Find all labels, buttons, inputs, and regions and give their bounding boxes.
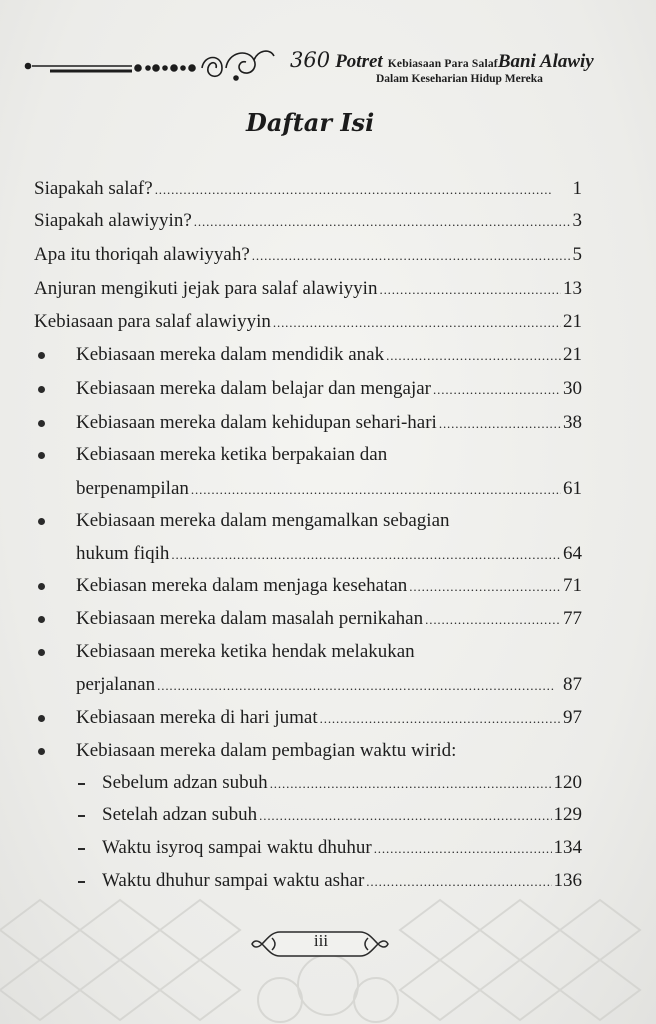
toc-entry-page: 97: [563, 707, 582, 728]
toc-entry-title: Siapakah salaf?: [34, 178, 153, 199]
toc-entry-title: Kebiasaan para salaf alawiyyin: [34, 311, 271, 332]
toc-entry-title: Siapakah alawiyyin?: [34, 210, 192, 231]
dash-icon: [78, 815, 85, 817]
toc-entry-page: 64: [563, 543, 582, 564]
dot-leader: [252, 244, 571, 266]
dot-leader: [409, 575, 561, 597]
toc-entry-page: 38: [563, 412, 582, 433]
title-script-bani-alawiy: Bani Alawiy: [497, 51, 594, 72]
toc-entry[interactable]: [102, 870, 582, 896]
toc-entry-title: Waktu dhuhur sampai waktu ashar: [102, 870, 365, 891]
toc-entry-title-line1: Kebiasaan mereka ketika berpakaian dan: [76, 444, 388, 465]
dot-leader: [259, 804, 551, 826]
toc-entry-page: 71: [563, 575, 582, 596]
toc-entry[interactable]: [34, 278, 582, 304]
toc-entry-title: Kebiasaan mereka dalam mendidik anak: [76, 344, 385, 365]
toc-entry-title: hukum fiqih: [76, 543, 170, 564]
bullet-icon: [38, 420, 45, 427]
title-small-text: Kebiasaan Para Salaf: [387, 58, 498, 70]
dot-leader: [379, 278, 561, 300]
toc-entry-title-line1: Kebiasaan mereka dalam mengamalkan sebagian: [76, 510, 450, 531]
toc-entry[interactable]: [76, 575, 582, 601]
toc-entry-title: Apa itu thoriqah alawiyyah?: [34, 244, 250, 265]
toc-entry-title: Kebiasan mereka dalam menjaga kesehatan: [76, 575, 408, 596]
dot-leader: [439, 412, 561, 434]
toc-entry-page: 134: [553, 837, 582, 858]
dot-leader: [374, 837, 552, 859]
toc-entry-page: 21: [563, 311, 582, 332]
toc-entry-title: Waktu isyroq sampai waktu dhuhur: [102, 837, 372, 858]
toc-entry-page: 61: [563, 478, 582, 499]
bullet-icon: [38, 518, 45, 525]
toc-entry-title-line1: Kebiasaan mereka dalam pembagian waktu wirid:: [76, 740, 457, 761]
toc-entry[interactable]: [102, 772, 582, 798]
toc-heading: Daftar Isi: [246, 108, 375, 137]
bullet-icon: [38, 649, 45, 656]
book-title: [290, 48, 594, 73]
toc-entry-page: 3: [572, 210, 582, 231]
dot-leader: [270, 772, 552, 794]
dash-icon: [78, 881, 85, 883]
dash-icon: [78, 848, 85, 850]
toc-entry[interactable]: [76, 707, 582, 733]
dot-leader: [425, 608, 561, 630]
dot-leader: [433, 378, 561, 400]
dash-icon: [78, 783, 85, 785]
toc-entry[interactable]: [76, 608, 582, 634]
toc-entry-title: Kebiasaan mereka dalam belajar dan mengajar: [76, 378, 432, 399]
toc-entry-title: Setelah adzan subuh: [102, 804, 258, 825]
dot-leader: [273, 311, 561, 333]
toc-entry-page: 30: [563, 378, 582, 399]
toc-entry-page: 120: [553, 772, 582, 793]
dot-leader: [386, 344, 561, 366]
toc-entry-page: 5: [572, 244, 582, 265]
bullet-icon: [38, 715, 45, 722]
decorative-ornament-icon: [22, 44, 284, 84]
toc-entry-title: berpenampilan: [76, 478, 189, 499]
toc-entry[interactable]: [76, 344, 582, 370]
bullet-icon: [38, 748, 45, 755]
toc-entry-page: 21: [563, 344, 582, 365]
bullet-icon: [38, 616, 45, 623]
toc-entry-page: 129: [553, 804, 582, 825]
dot-leader: [191, 478, 561, 500]
dot-leader: [320, 707, 561, 729]
dot-leader: [194, 210, 571, 232]
toc-entry-page: 13: [563, 278, 582, 299]
toc-entry[interactable]: [76, 478, 582, 504]
toc-entry-title: Kebiasaan mereka di hari jumat: [76, 707, 318, 728]
toc-entry[interactable]: [76, 543, 582, 569]
dot-leader: [155, 178, 571, 200]
toc-entry[interactable]: [102, 804, 582, 830]
toc-entry-page: 87: [563, 674, 582, 695]
toc-entry[interactable]: [76, 412, 582, 438]
toc-entry[interactable]: [34, 244, 582, 270]
toc-entry[interactable]: [76, 674, 582, 700]
toc-entry-title: Kebiasaan mereka dalam masalah pernikahan: [76, 608, 424, 629]
toc-entry[interactable]: [34, 178, 582, 204]
toc-entry-page: 77: [563, 608, 582, 629]
dot-leader: [171, 543, 561, 565]
title-script-potret: Potret: [335, 51, 383, 72]
toc-entry-title-line1: Kebiasaan mereka ketika hendak melakukan: [76, 641, 415, 662]
bullet-icon: [38, 352, 45, 359]
bullet-icon: [38, 583, 45, 590]
toc-entry-page: 1: [572, 178, 582, 199]
toc-entry-title: Kebiasaan mereka dalam kehidupan sehari-hari: [76, 412, 437, 433]
toc-entry[interactable]: [76, 378, 582, 404]
title-number: 360: [290, 48, 331, 72]
toc-entry-title: perjalanan: [76, 674, 156, 695]
page-number: iii: [313, 931, 329, 950]
toc-entry-title: Sebelum adzan subuh: [102, 772, 268, 793]
book-subtitle: Dalam Keseharian Hidup Mereka: [376, 73, 543, 85]
toc-entry[interactable]: [34, 210, 582, 236]
dot-leader: [366, 870, 551, 892]
toc-entry[interactable]: [34, 311, 582, 337]
dot-leader: [157, 674, 561, 696]
toc-entry-page: 136: [553, 870, 582, 891]
toc-entry[interactable]: [102, 837, 582, 863]
toc-entry-title: Anjuran mengikuti jejak para salaf alawiyyin: [34, 278, 378, 299]
running-header: [22, 44, 622, 94]
bullet-icon: [38, 452, 45, 459]
bullet-icon: [38, 386, 45, 393]
